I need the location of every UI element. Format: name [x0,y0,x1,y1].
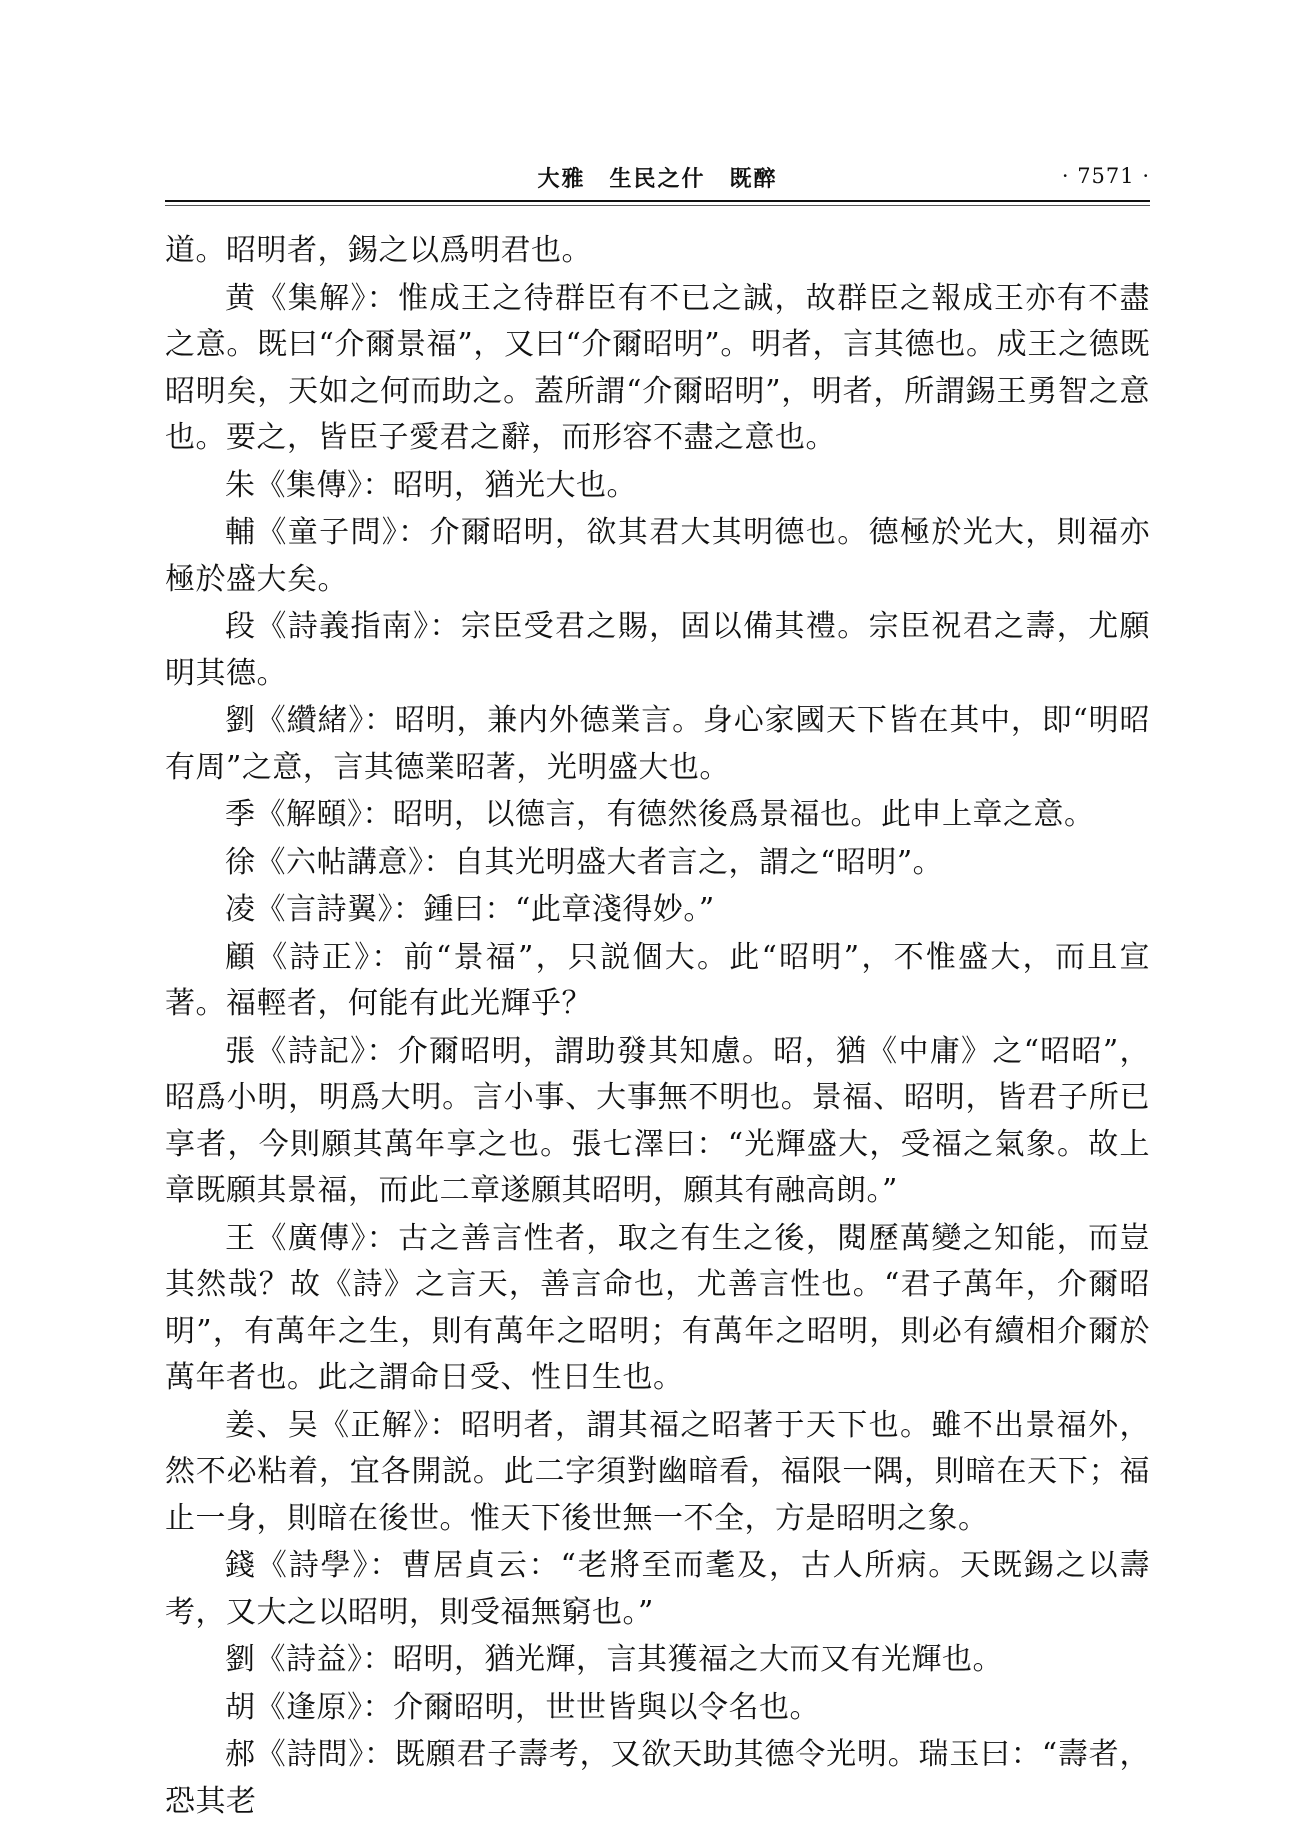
paragraph: 胡《逢原》：介爾昭明，世世皆與以令名也。 [225,1689,820,1725]
paragraph: 段《詩義指南》：宗臣受君之賜，固以備其禮。宗臣祝君之壽，尤願明其德。 [165,609,1150,691]
paragraph: 黄《集解》：惟成王之待群臣有不已之誠，故群臣之報成王亦有不盡之意。既曰“介爾景福”，又曰“介爾昭明”。明者，言其德也。成王之德既昭明矣，天如之何而助之。蓋所謂“介爾昭明”，明者，所謂錫王勇智之意也。要之，皆臣子愛君之辭，而形容不盡之意也。 [165,280,1150,455]
running-header [165,160,1150,200]
header-title: 大雅 生民之什 既醉 [537,166,778,192]
paragraph: 劉《詩益》：昭明，猶光輝，言其獲福之大而又有光輝也。 [225,1642,1003,1677]
paragraph: 道。昭明者，錫之以爲明君也。 [165,233,592,268]
paragraph: 姜、吴《正解》：昭明者，謂其福之昭著于天下也。雖不出景福外，然不必粘着，宜各開説。此二字須對幽暗看，福限一隅，則暗在天下；福止一身，則暗在後世。惟天下後世無一不全，方是昭明之象。 [165,1407,1150,1536]
paragraph: 徐《六帖講意》：自其光明盛大者言之，謂之“昭明”。 [225,844,944,880]
page-number: · 7571 · [1061,164,1150,188]
paragraph: 朱《集傳》：昭明，猶光大也。 [225,467,637,503]
paragraph: 季《解頤》：昭明，以德言，有德然後爲景福也。此申上章之意。 [225,797,1095,832]
paragraph: 王《廣傳》：古之善言性者，取之有生之後，閱歷萬變之知能，而豈其然哉？故《詩》之言天，善言命也，尤善言性也。“君子萬年，介爾昭明”，有萬年之生，則有萬年之昭明；有萬年之昭明，則必有續相介爾於萬年者也。此之謂命日受、性日生也。 [165,1220,1150,1395]
paragraph: 張《詩記》：介爾昭明，謂助發其知慮。昭，猶《中庸》之“昭昭”，昭爲小明，明爲大明。言小事、大事無不明也。景福、昭明，皆君子所已享者，今則願其萬年享之也。張七澤曰：“光輝盛大，受福之氣象。故上章既願其景福，而此二章遂願其昭明，願其有融高朗。” [165,1033,1150,1208]
header-rule-thin [165,205,1150,206]
paragraph: 凌《言詩翼》：鍾曰：“此章淺得妙。” [225,892,715,927]
paragraph: 顧《詩正》：前“景福”，只説個大。此“昭明”，不惟盛大，而且宣著。福輕者，何能有此光輝乎？ [165,939,1150,1021]
paragraph: 輔《童子問》：介爾昭明，欲其君大其明德也。德極於光大，則福亦極於盛大矣。 [165,515,1150,597]
header-rule [165,200,1150,202]
paragraph: 錢《詩學》：曹居貞云：“老將至而耄及，古人所病。天既錫之以壽考，又大之以昭明，則受福無窮也。” [165,1548,1150,1630]
body-text [165,228,1150,1826]
paragraph: 劉《纘緒》：昭明，兼内外德業言。身心家國天下皆在其中，即“明昭有周”之意，言其德業昭著，光明盛大也。 [165,703,1150,785]
paragraph: 郝《詩問》：既願君子壽考，又欲天助其德令光明。瑞玉曰：“壽者，恐其老 [165,1737,1150,1819]
